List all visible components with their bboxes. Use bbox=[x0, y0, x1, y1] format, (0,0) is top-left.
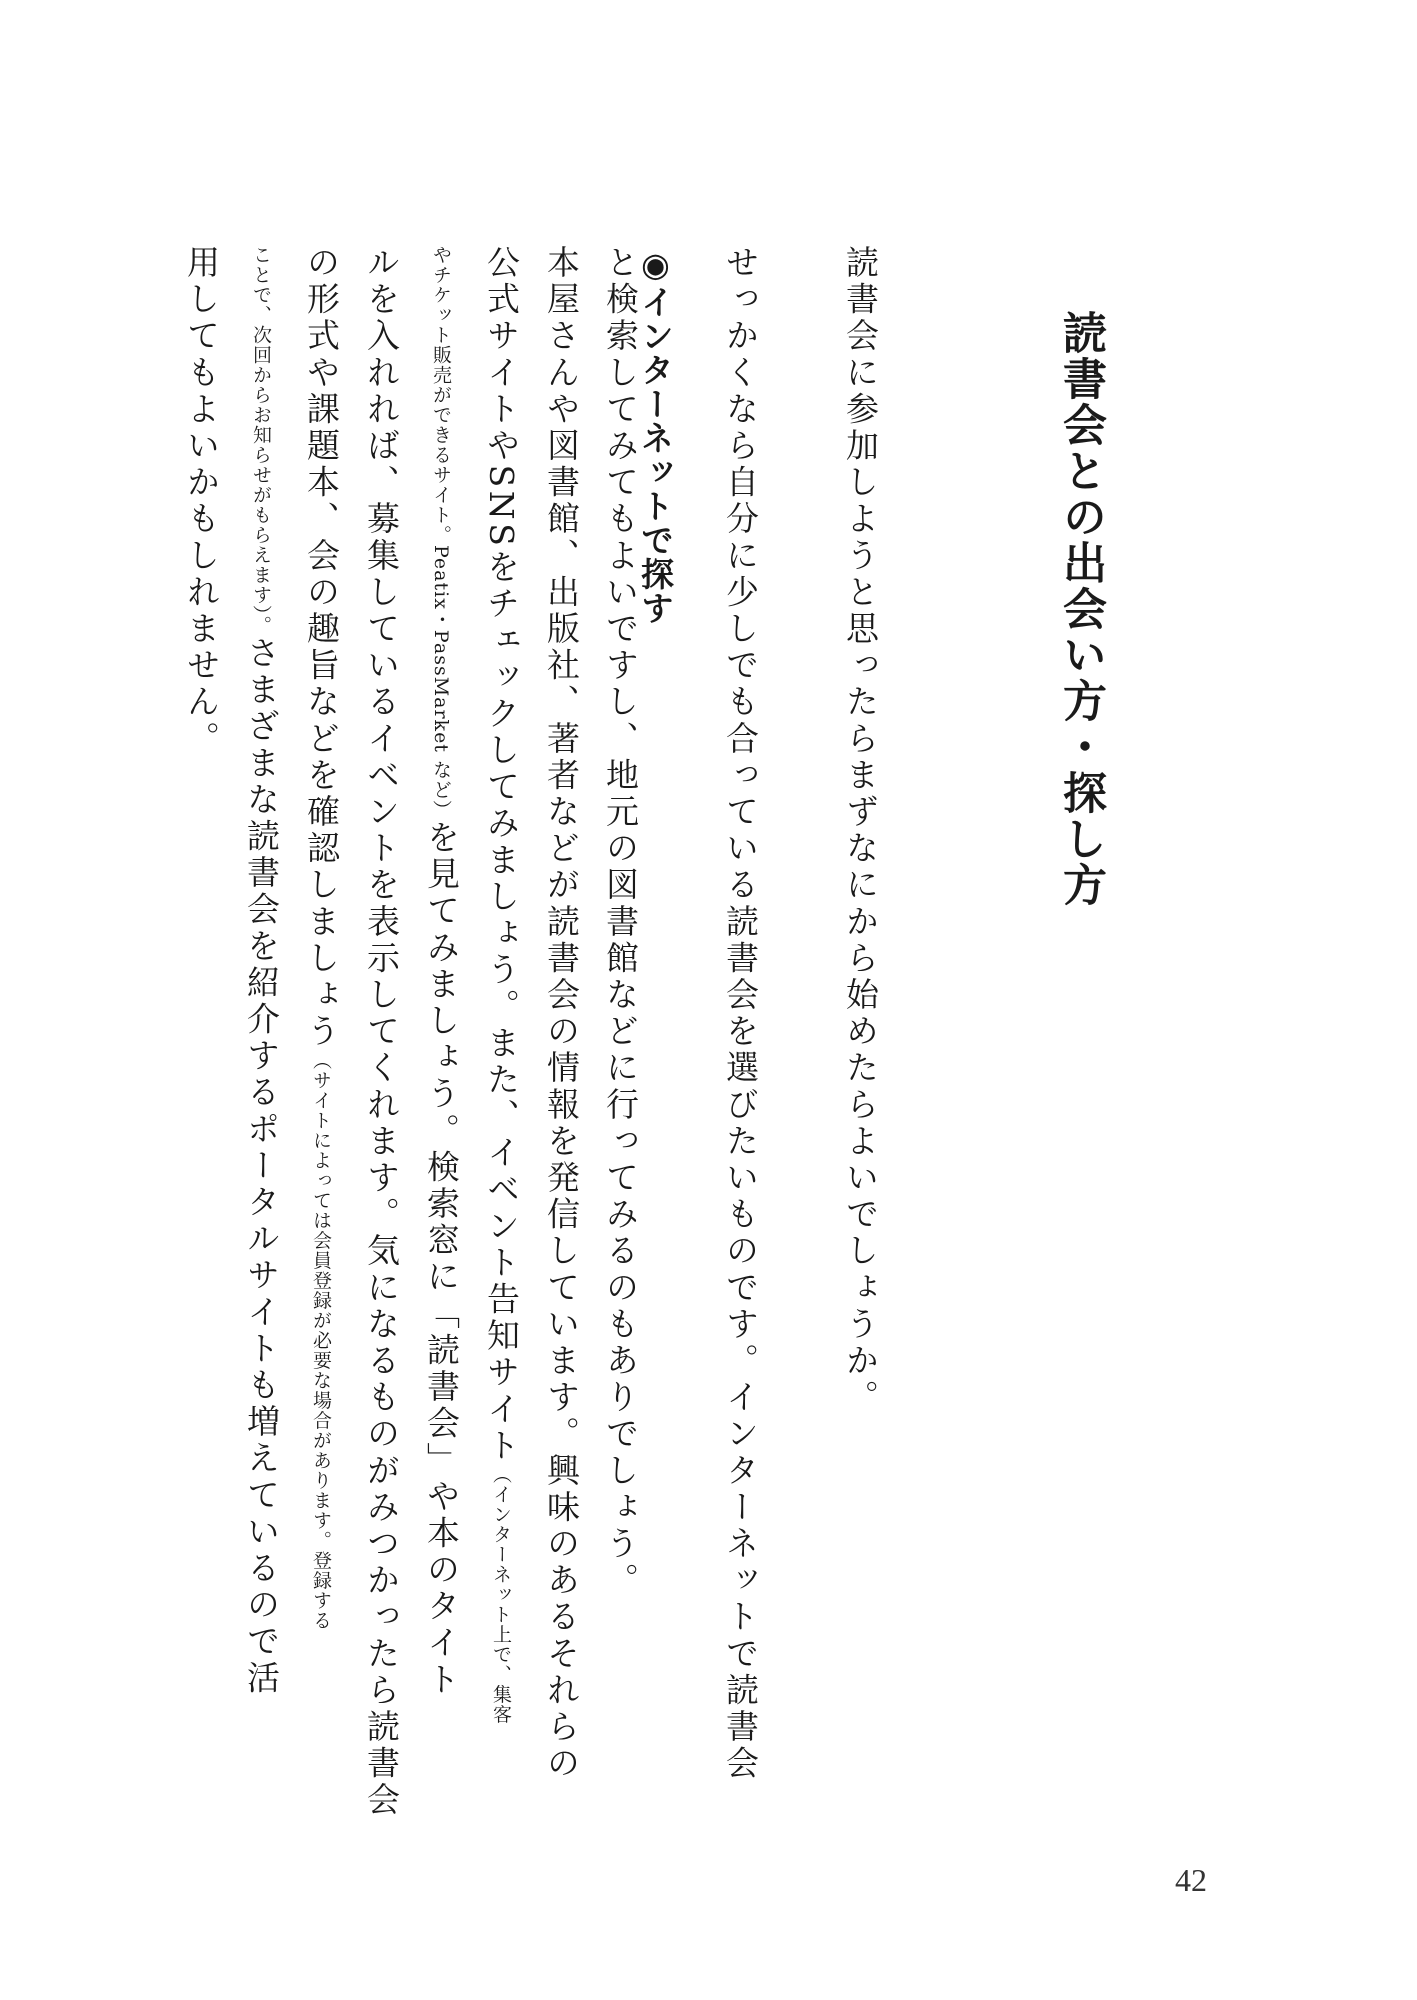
section-heading: ◉インターネットで探す bbox=[636, 245, 675, 625]
body-line-5-note: （サイトによっては会員登録が必要な場合があります。登録する bbox=[310, 1050, 332, 1631]
body-paragraph bbox=[171, 245, 591, 1819]
intro-paragraph bbox=[560, 245, 920, 1782]
body-line-2-note: （インターネット上で、集客 bbox=[490, 1464, 512, 1725]
body-line-5-text: の形式や課題本、会の趣旨などを確認しましょう bbox=[302, 245, 341, 1051]
body-line-4: ルを入れれば、募集しているイベントを表示してくれます。気になるものがみつかったら読書会 bbox=[362, 245, 401, 1819]
body-line-3 bbox=[411, 245, 471, 1819]
body-line-6-note: ことで、次回からお知らせがもらえます）。 bbox=[250, 245, 272, 636]
intro-line-1: 読書会に参加しようと思ったらまずなにから始めたらよいでしょうか。 bbox=[841, 245, 880, 1417]
body-line-3-text: を見てみましょう。検索窓に「読書会」や本のタイト bbox=[422, 820, 461, 1699]
body-line-2-text: 公式サイトやSNSをチェックしてみましょう。また、イベント告知サイト bbox=[482, 245, 521, 1465]
intro-line-2: せっかくなら自分に少しでも合っている読書会を選びたいものです。インターネットで読書会 bbox=[721, 245, 760, 1783]
intro-line-3: と検索してみてもよいですし、地元の図書館などに行ってみるのもありでしょう。 bbox=[601, 245, 640, 1600]
page-title: 読書会との出会い方・探し方 bbox=[1055, 310, 1106, 908]
body-line-5 bbox=[291, 245, 351, 1819]
page-number: 42 bbox=[1175, 1862, 1207, 1898]
body-line-2 bbox=[471, 245, 531, 1819]
body-line-6 bbox=[231, 245, 291, 1819]
body-line-1: 本屋さんや図書館、出版社、著者などが読書会の情報を発信しています。興味のあるそれらの bbox=[542, 245, 581, 1783]
body-line-6-text: さまざまな読書会を紹介するポータルサイトも増えているので活 bbox=[242, 635, 281, 1697]
body-line-3-note: やチケット販売ができるサイト。Peatix・PassMarket など） bbox=[430, 245, 452, 820]
body-line-7: 用してもよいかもしれません。 bbox=[182, 245, 221, 758]
